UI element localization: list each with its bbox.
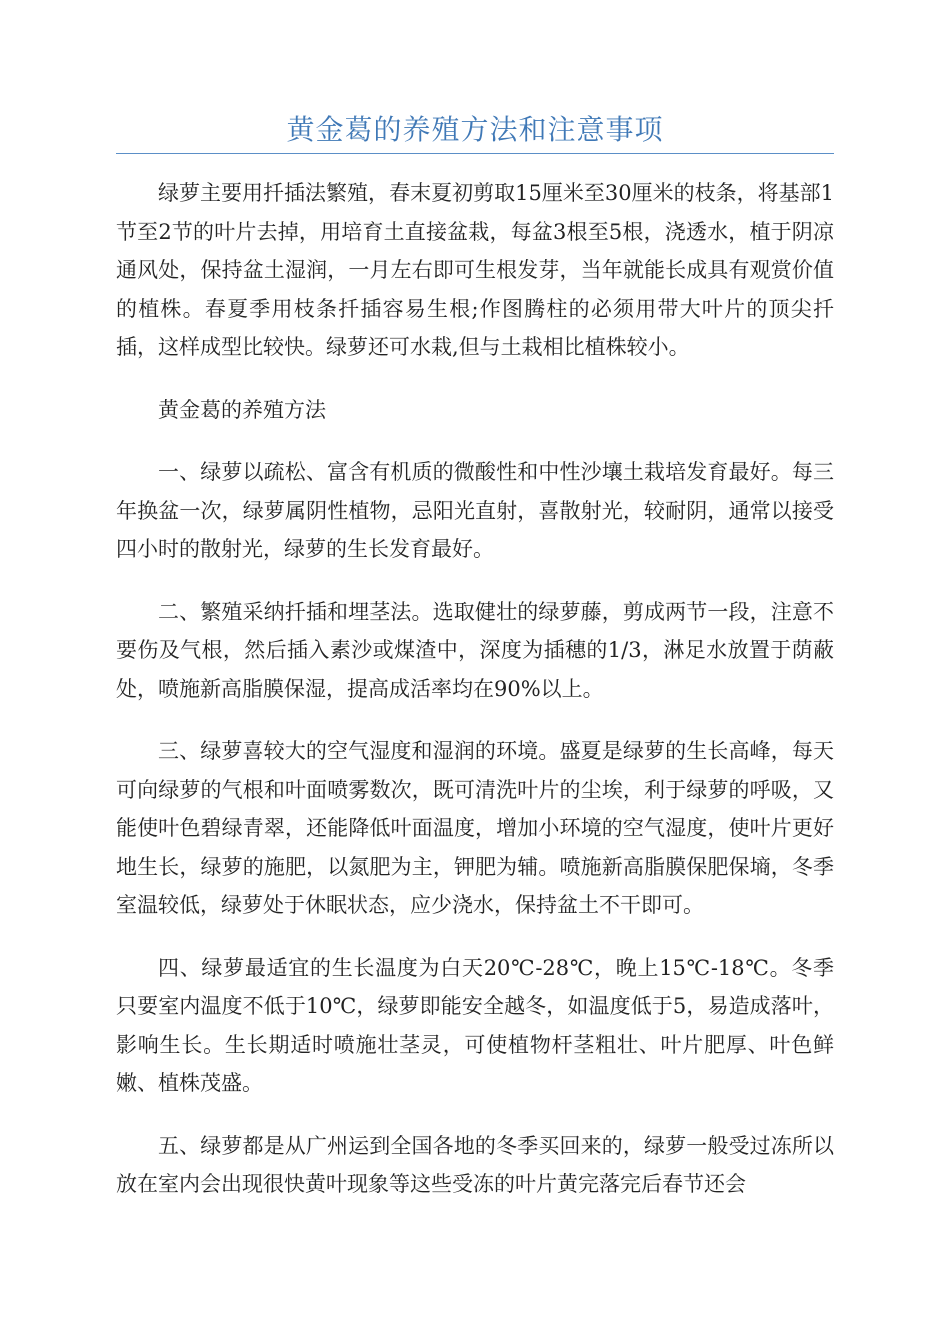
- paragraph-intro: 绿萝主要用扦插法繁殖，春末夏初剪取15厘米至30厘米的枝条，将基部1节至2节的叶片去掉，用培育土直接盆栽，每盆3根至5根，浇透水，植于阴凉通风处，保持盆土湿润，一月左右即可生根发芽，当年就能长成具有观赏价值的植株。春夏季用枝条扦插容易生根;作图腾柱的必须用带大叶片的顶尖扦插，这样成型比较快。绿萝还可水栽,但与土栽相比植株较小。: [116, 181, 834, 359]
- paragraph-item-2: 二、繁殖采纳扦插和埋茎法。选取健壮的绿萝藤，剪成两节一段，注意不要伤及气根，然后插入素沙或煤渣中，深度为插穗的1/3，淋足水放置于荫蔽处，喷施新高脂膜保湿，提高成活率均在90%以上。: [116, 599, 834, 701]
- title-underline: [116, 153, 834, 154]
- document-title: 黄金葛的养殖方法和注意事项: [286, 113, 664, 146]
- paragraph-item-5: 五、绿萝都是从广州运到全国各地的冬季买回来的，绿萝一般受过冻所以放在室内会出现很快黄叶现象等这些受冻的叶片黄完落完后春节还会: [116, 1133, 834, 1196]
- document-body: [116, 174, 834, 1204]
- paragraph-item-3: 三、绿萝喜较大的空气湿度和湿润的环境。盛夏是绿萝的生长高峰，每天可向绿萝的气根和叶面喷雾数次，既可清洗叶片的尘埃，利于绿萝的呼吸，又能使叶色碧绿青翠，还能降低叶面温度，增加小环境的空气湿度，使叶片更好地生长，绿萝的施肥，以氮肥为主，钾肥为辅。喷施新高脂膜保肥保墒，冬季室温较低，绿萝处于休眠状态，应少浇水，保持盆土不干即可。: [116, 739, 834, 917]
- paragraph-item-1: 一、绿萝以疏松、富含有机质的微酸性和中性沙壤土栽培发育最好。每三年换盆一次，绿萝属阴性植物，忌阳光直射，喜散射光，较耐阴，通常以接受四小时的散射光，绿萝的生长发育最好。: [116, 460, 834, 561]
- section-heading: 黄金葛的养殖方法: [158, 397, 326, 422]
- paragraph-item-4: 四、绿萝最适宜的生长温度为白天20℃-28℃，晚上15℃-18℃。冬季只要室内温度不低于10℃，绿萝即能安全越冬，如温度低于5，易造成落叶，影响生长。生长期适时喷施壮茎灵，可使植物杆茎粗壮、叶片肥厚、叶色鲜嫩、植株茂盛。: [116, 955, 834, 1095]
